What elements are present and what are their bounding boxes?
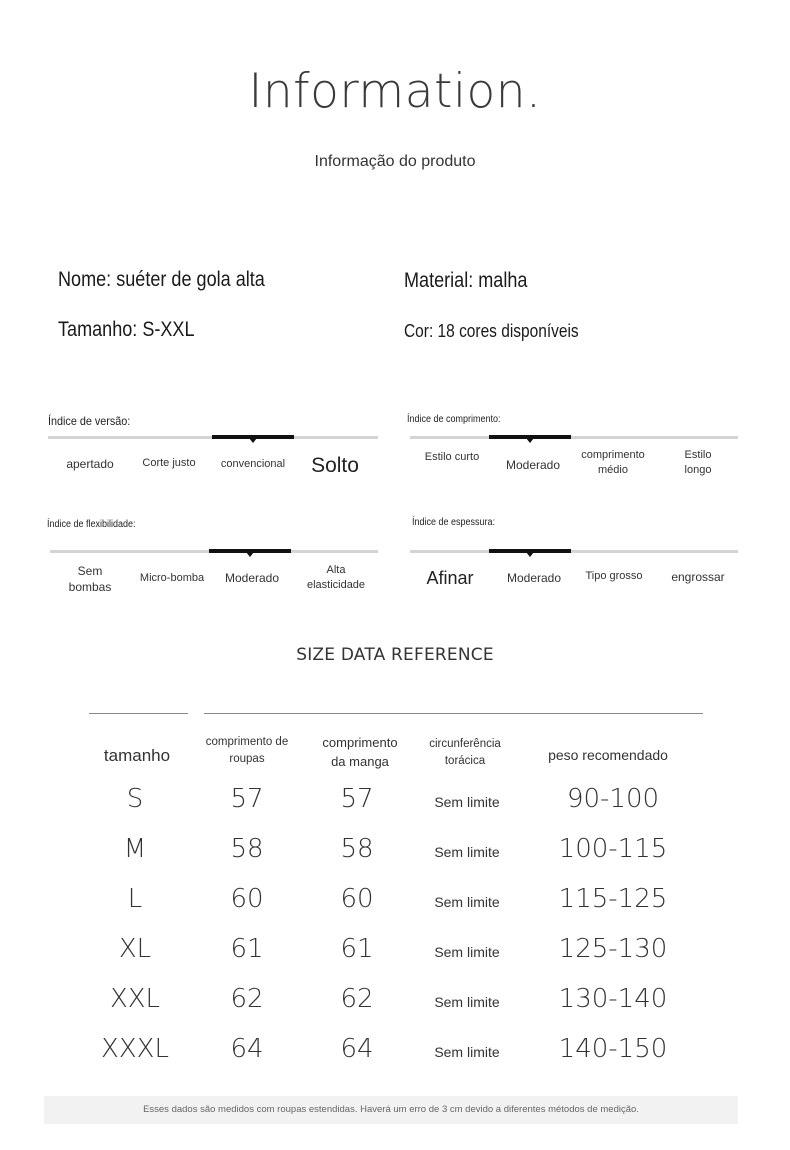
fit-option: Corte justo (142, 457, 196, 469)
flexibility-index-label: Índice de flexibilidade: (47, 519, 136, 530)
size-table-cell: Sem limite (434, 994, 500, 1010)
size-table-header: circunferência torácica (429, 738, 501, 767)
size-table-cell: 57 (340, 784, 374, 814)
size-table-cell: 64 (230, 1034, 264, 1064)
fit-index-track (48, 436, 378, 439)
size-label-cell: L (127, 884, 143, 914)
length-index-track (410, 436, 738, 439)
size-label-cell: XL (118, 934, 152, 964)
thickness-index-label: Índice de espessura: (412, 517, 496, 528)
length-option-selected: Moderado (505, 458, 561, 472)
size-table-header: tamanho (103, 746, 171, 765)
page-title: Information. (248, 64, 542, 119)
size-table-cell: 57 (230, 784, 264, 814)
size-table-cell: 60 (340, 884, 374, 914)
thickness-index-marker (489, 549, 571, 553)
size-table-cell: 90-100 (566, 784, 660, 814)
thickness-option: Tipo grosso (585, 570, 643, 582)
length-index-label: Índice de comprimento: (407, 414, 501, 425)
length-option: Estilo longo (684, 449, 712, 476)
size-table-cell: Sem limite (434, 944, 500, 960)
size-table-title: SIZE DATA REFERENCE (296, 645, 494, 665)
size-table-cell: 58 (230, 834, 264, 864)
size-table-cell: 115-125 (558, 884, 668, 914)
size-table-header: peso recomendado (548, 747, 668, 763)
flexibility-option: Micro-bomba (139, 572, 205, 584)
flexibility-option-selected: Moderado (224, 571, 280, 585)
size-label-cell: M (123, 834, 147, 864)
size-table-cell: Sem limite (434, 1044, 500, 1060)
product-color: Cor: 18 cores disponíveis (404, 321, 579, 341)
flexibility-index-track (50, 550, 378, 553)
flexibility-option: Sem bombas (68, 564, 112, 595)
size-label-cell: S (126, 784, 144, 814)
thickness-option: Afinar (426, 568, 474, 588)
product-material: Material: malha (404, 269, 528, 292)
size-label-cell: XXL (109, 984, 161, 1014)
size-table-cell: 62 (230, 984, 264, 1014)
size-table-cell: Sem limite (434, 844, 500, 860)
fit-index-marker (212, 435, 294, 439)
size-table-cell: 61 (340, 934, 374, 964)
size-table-cell: Sem limite (434, 894, 500, 910)
flexibility-index-marker (209, 549, 291, 553)
size-table-cell: 100-115 (558, 834, 668, 864)
length-option: comprimento médio (581, 449, 645, 476)
flexibility-option: Alta elasticidade (306, 564, 366, 591)
fit-option-selected: convencional (220, 458, 286, 470)
size-table-cell: 130-140 (558, 984, 668, 1014)
thickness-option: engrossar (671, 570, 725, 584)
product-name: Nome: suéter de gola alta (58, 268, 265, 291)
size-table-cell: 61 (230, 934, 264, 964)
size-table-cell: Sem limite (434, 794, 500, 810)
fit-option: Solto (311, 454, 359, 477)
size-label-cell: XXXL (101, 1034, 169, 1064)
size-table-rule-right (204, 713, 703, 714)
thickness-option-selected: Moderado (506, 571, 562, 585)
size-table-cell: 58 (340, 834, 374, 864)
size-table-cell: 125-130 (558, 934, 668, 964)
product-size-range: Tamanho: S-XXL (58, 318, 195, 341)
size-table-header: comprimento da manga (322, 735, 398, 769)
size-table-cell: 60 (230, 884, 264, 914)
size-table-cell: 64 (340, 1034, 374, 1064)
fit-index-label: Índice de versão: (48, 414, 131, 428)
size-table-rule-left (89, 713, 188, 714)
thickness-index-track (410, 550, 738, 553)
measurement-note: Esses dados são medidos com roupas estendidas. Haverá um erro de 3 cm devido a diferentes métodos de medição. (44, 1096, 738, 1124)
page-subtitle: Informação do produto (314, 153, 476, 170)
fit-option: apertado (66, 457, 114, 471)
size-table-header: comprimento de roupas (205, 736, 289, 765)
size-table-cell: 140-150 (558, 1034, 668, 1064)
length-option: Estilo curto (424, 451, 480, 463)
length-index-marker (489, 435, 571, 439)
size-table-cell: 62 (340, 984, 374, 1014)
